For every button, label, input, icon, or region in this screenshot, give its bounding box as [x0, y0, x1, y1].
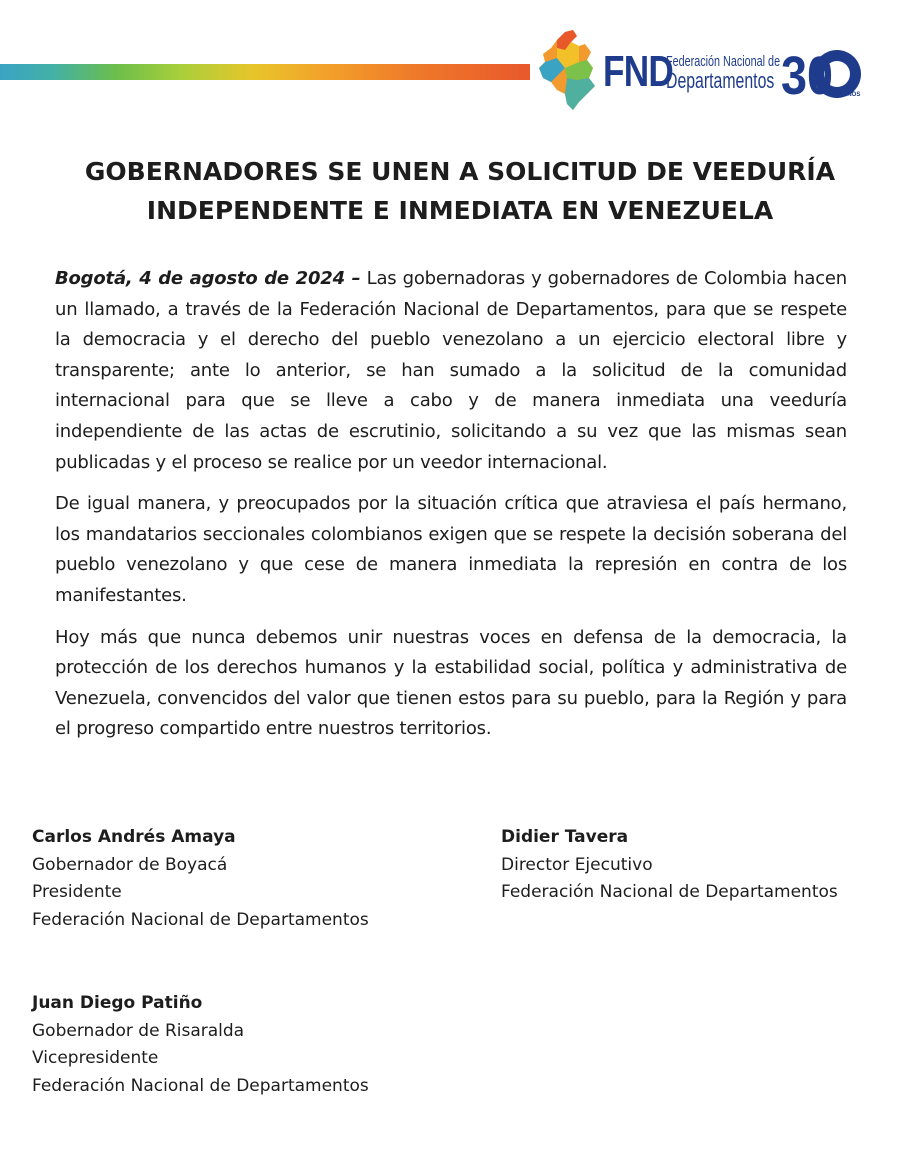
anniversary-30-badge [779, 44, 871, 104]
signatory-title: Gobernador de Boyacá [32, 854, 228, 875]
paragraph-2: De igual manera, y preocupados por la situación crítica que atraviesa el país hermano, los mandatarios seccionales colombianos exigen que se respete la decisión soberana del pueblo venezolano y que cese de manera inmediata la represión en contra de los manifestantes. [55, 493, 847, 606]
fnd-logo [535, 28, 875, 112]
anniversary-number: 30 [781, 46, 833, 104]
signatory-title: Gobernador de Risaralda [32, 1020, 245, 1041]
signatory-name: Didier Tavera [501, 827, 629, 847]
signatory-title: Director Ejecutivo [501, 854, 653, 875]
paragraph-3: Hoy más que nunca debemos unir nuestras voces en defensa de la democracia, la protección de los derechos humanos y la estabilidad social, política y administrativa de Venezuela, convencidos del valor que tienen estos para su pueblo, para la Región y para el progreso compartido entre nuestros territorios. [55, 626, 847, 740]
anniversary-label: AÑOS [843, 92, 861, 98]
signatory-name: Juan Diego Patiño [32, 993, 203, 1013]
title-line-1: GOBERNADORES SE UNEN A SOLICITUD DE VEEDURÍA [84, 157, 836, 186]
signatory-block [32, 990, 369, 1100]
signatory-name: Carlos Andrés Amaya [32, 827, 236, 847]
signatory-organization: Federación Nacional de Departamentos [501, 882, 838, 902]
document-title [0, 152, 920, 230]
signatory-role: Vicepresidente [32, 1048, 159, 1068]
logo-name-line1: Federación Nacional de [666, 53, 781, 70]
dateline: Bogotá, 4 de agosto de 2024 – [55, 268, 361, 289]
signatory-role: Presidente [32, 882, 122, 902]
header-color-stripe [0, 64, 530, 80]
paragraph-1-text: Las gobernadoras y gobernadores de Colombia hacen un llamado, a través de la Federación Nacional de Departamentos, para que se respete la democracia y el derecho del pueblo venezolano a un ejercicio electoral libre y transparente; ante lo anterior, se han sumado a la solicitud de la comunidad internacional para que se lleve a cabo y de manera inmediata una veeduría independiente de las actas de escrutinio, solicitando a su vez que las mismas sean publicadas y el proceso se realice por un veedor internacional. [55, 268, 848, 473]
signatory-block [501, 824, 838, 907]
press-release-body [55, 264, 847, 756]
signatory-organization: Federación Nacional de Departamentos [32, 909, 369, 930]
title-line-2: INDEPENDENTE E INMEDIATA EN VENEZUELA [146, 196, 774, 225]
colombia-map-icon [535, 28, 601, 112]
logo-acronym: FND [603, 47, 673, 96]
signatory-block [32, 824, 369, 934]
logo-name-line2: Departamentos [666, 68, 775, 93]
paragraph-1 [55, 264, 847, 478]
signatory-organization: Federación Nacional de Departamentos [32, 1075, 369, 1096]
logo-name [666, 52, 781, 93]
